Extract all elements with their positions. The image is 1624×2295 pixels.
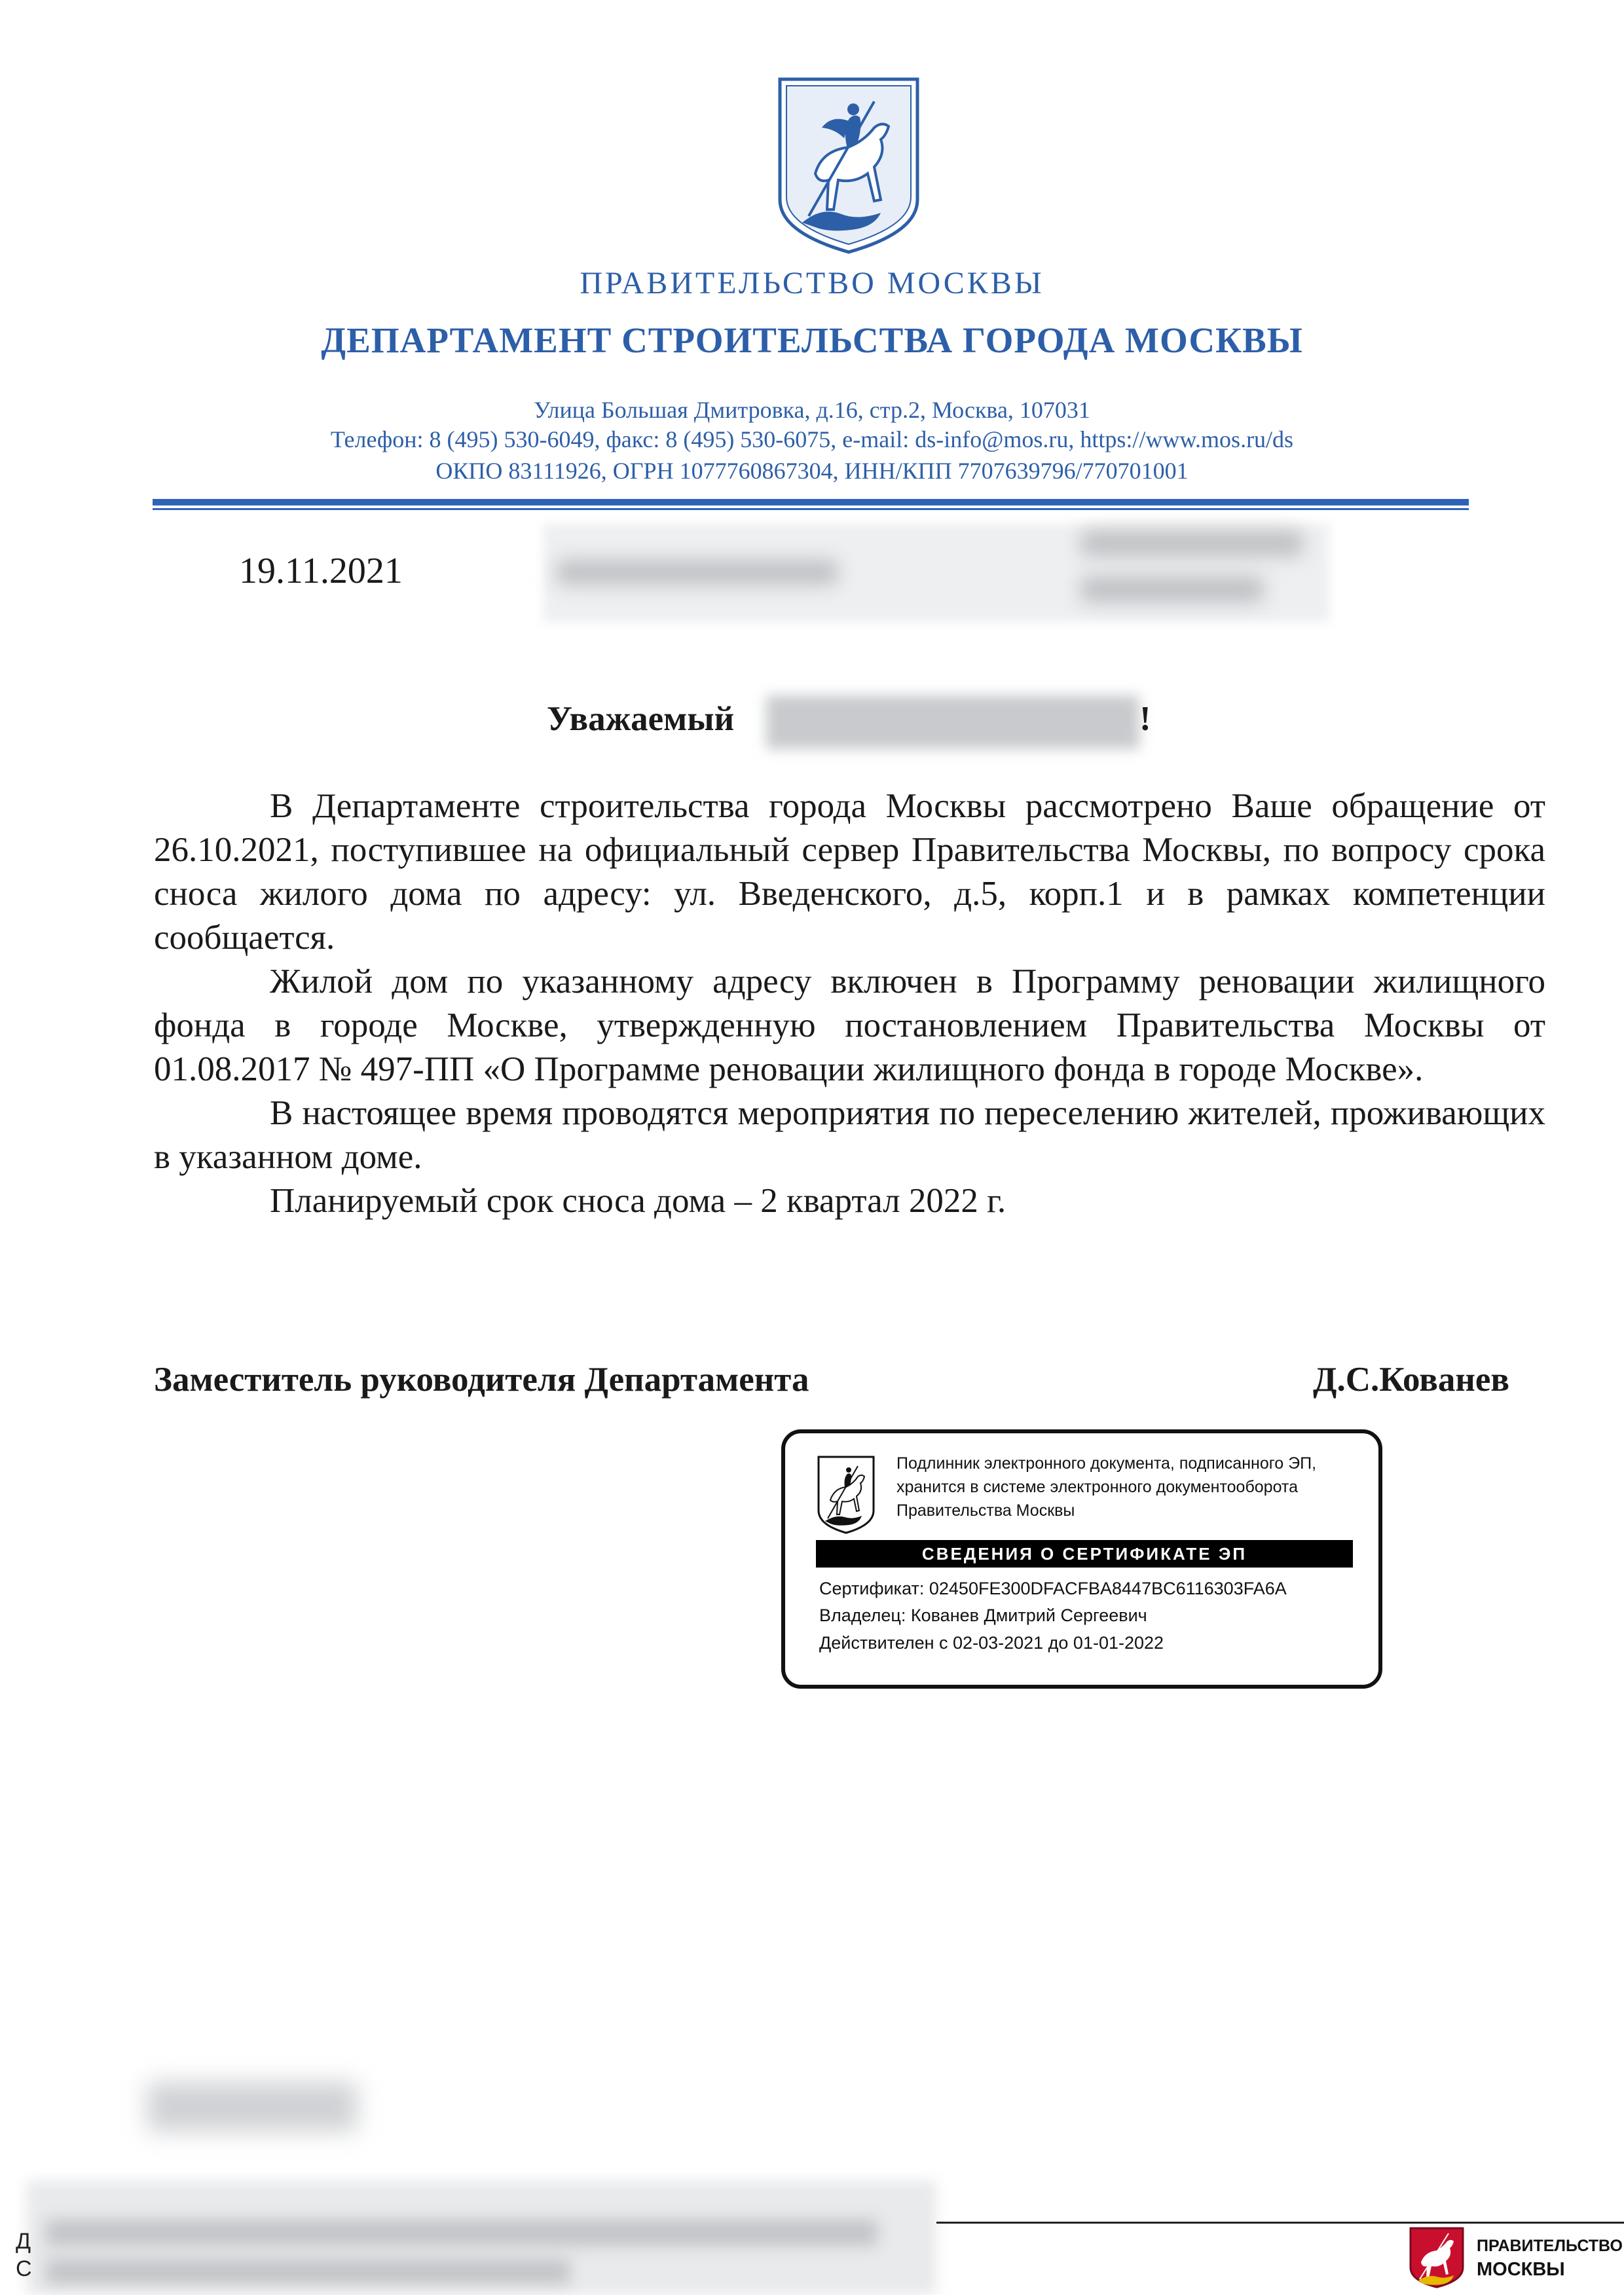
body-paragraph: В настоящее время проводятся мероприятия по переселению жителей, проживающих в указанном доме. — [154, 1094, 1545, 1176]
footer-divider — [936, 2222, 1624, 2224]
registration-codes-line: ОКПО 83111926, ОГРН 1077760867304, ИНН/КПП 7707639796/770701001 — [435, 458, 1189, 484]
footer-brand-line: МОСКВЫ — [1477, 2259, 1565, 2280]
redacted-recipient-line — [1080, 576, 1264, 602]
header-divider-thin — [153, 508, 1469, 510]
redacted-footer-line — [46, 2259, 570, 2284]
certificate-validity: Действителен с 02-03-2021 до 01-01-2022 — [819, 1633, 1164, 1653]
greeting-exclamation: ! — [1139, 700, 1151, 738]
document-date: 19.11.2021 — [239, 551, 403, 591]
e-signature-note-line: Правительства Москвы — [896, 1501, 1075, 1520]
department-title: ДЕПАРТАМЕНТ СТРОИТЕЛЬСТВА ГОРОДА МОСКВЫ — [321, 320, 1303, 360]
footer-brand — [1477, 2234, 1623, 2281]
body-paragraph: Жилой дом по указанному адресу включен в Программу реновации жилищного фонда в городе Москве, утвержденную постановлением Правительства Москвы от 01.08.2017 № 497-ПП «О Программе реновации жилищного фонда в городе Москве». — [154, 963, 1545, 1088]
signer-name: Д.С.Кованев — [1313, 1361, 1510, 1399]
letter-body — [154, 784, 1545, 1223]
greeting-salutation: Уважаемый — [547, 700, 735, 738]
moscow-government-logo-icon — [1407, 2224, 1467, 2290]
signer-position: Заместитель руководителя Департамента — [154, 1361, 809, 1399]
redacted-executor — [147, 2082, 357, 2131]
certificate-owner: Владелец: Кованев Дмитрий Сергеевич — [819, 1606, 1147, 1625]
redacted-recipient-name — [766, 695, 1139, 749]
e-signature-note — [896, 1452, 1368, 1522]
e-signature-stamp — [781, 1429, 1382, 1689]
certificate-number: Сертификат: 02450FE300DFACFBA8447BC6116303FA6A — [819, 1579, 1287, 1598]
moscow-coat-of-arms-icon — [776, 75, 921, 256]
contacts-line: Телефон: 8 (495) 530-6049, факс: 8 (495) 530-6075, e-mail: ds-info@mos.ru, https://www.mos.ru/ds — [330, 426, 1294, 452]
redacted-footer-line — [46, 2220, 877, 2246]
body-paragraph: Планируемый срок сноса дома – 2 квартал 2022 г. — [270, 1182, 1006, 1220]
redacted-recipient-line — [1080, 530, 1303, 557]
redacted-registration-number — [557, 560, 838, 585]
footer-left-letter: Д — [16, 2229, 31, 2254]
government-title: ПРАВИТЕЛЬСТВО МОСКВЫ — [580, 266, 1044, 301]
moscow-coat-of-arms-icon — [816, 1454, 876, 1535]
header-divider — [153, 499, 1469, 505]
footer-brand-line: ПРАВИТЕЛЬСТВО — [1477, 2237, 1623, 2255]
certificate-info-bar: СВЕДЕНИЯ О СЕРТИФИКАТЕ ЭП — [816, 1540, 1353, 1568]
e-signature-note-line: хранится в системе электронного документооборота — [896, 1478, 1299, 1496]
footer-left-text — [16, 2228, 32, 2283]
body-paragraph: В Департаменте строительства города Москвы рассмотрено Ваше обращение от 26.10.2021, поступившее на официальный сервер Правительства Москвы, по вопросу срока сноса жилого дома по адресу: ул. Введенского, д.5, корп.1 и в рамках компетенции сообщается. — [154, 787, 1545, 957]
e-signature-note-line: Подлинник электронного документа, подписанного ЭП, — [896, 1454, 1317, 1473]
footer-left-letter: С — [16, 2256, 32, 2281]
address-line: Улица Большая Дмитровка, д.16, стр.2, Москва, 107031 — [534, 397, 1090, 423]
